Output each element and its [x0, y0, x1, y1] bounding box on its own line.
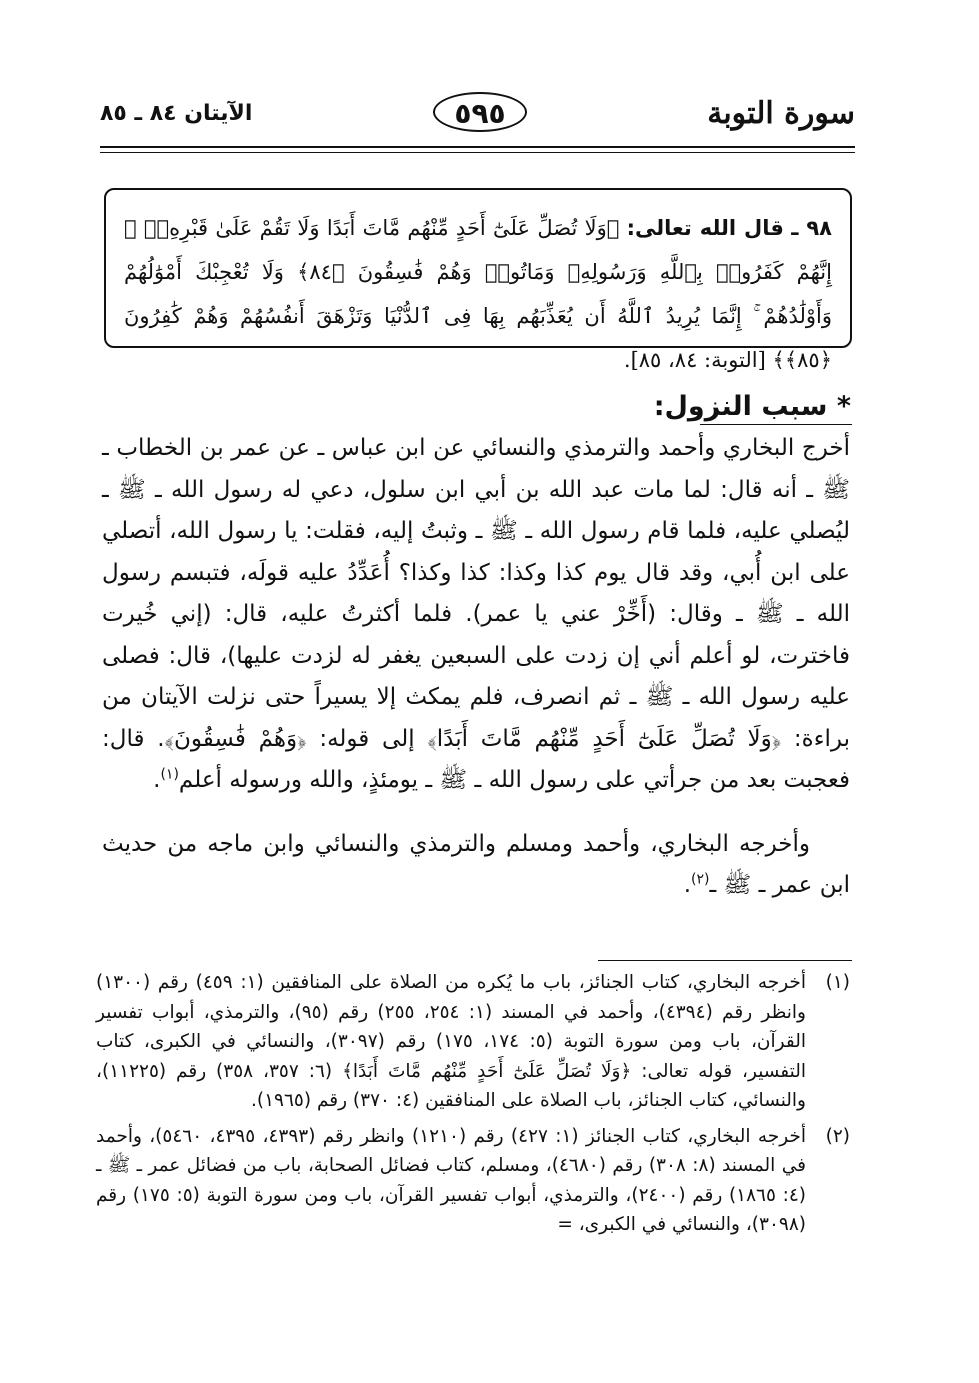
footnote	[96, 968, 850, 1116]
footnote	[96, 1122, 850, 1240]
header-rule	[100, 146, 855, 148]
paragraph-text: أخرج البخاري وأحمد والترمذي والنسائي عن ابن عباس ـ عن عمر بن الخطاب ـ ﷺ ـ أنه قال: لما مات عبد الله بن أبي ابن سلول، دعي له رسول الله ـ ﷺ ـ ليُصلي عليه، فلما قام رسول الله ـ ﷺ ـ وثبتُ إليه، فقلت: يا رسول الله، أتصلي على ابن أُبي، وقد قال يوم كذا وكذا: كذا وكذا؟ أُعَدِّدُ عليه قولَه، فتبسم رسول الله ـ ﷺ ـ وقال: (أَخِّرْ عني يا عمر). فلما أكثرتُ عليه، قال: (إني خُيرت فاخترت، لو أعلم أني إن زدت على السبعين يغفر له لزدت عليها)، قال: فصلى عليه رسول الله ـ ﷺ ـ ثم انصرف، فلم يمكث إلا يسيراً حتى نزلت الآيتان من براءة: ﴿وَلَا تُصَلِّ عَلَىٰٓ أَحَدٍ مِّنْهُم مَّاتَ أَبَدًا﴾ إلى قوله: ﴿وَهُمْ فَٰسِقُونَ﴾. قال: فعجبت بعد من جرأتي على رسول الله ـ ﷺ ـ يومئذٍ، والله ورسوله أعلم	[102, 435, 850, 793]
verse-reference: [التوبة: ٨٤، ٨٥].	[623, 348, 766, 372]
entry-number: ٩٨ ـ	[791, 216, 832, 240]
footnote-number: (٢)	[825, 1125, 850, 1147]
verses-label: الآيتان ٨٤ ـ ٨٥	[100, 101, 253, 126]
section-underline	[700, 424, 852, 425]
page-header	[100, 90, 855, 146]
footnote-ref[interactable]: (١)	[160, 766, 179, 783]
page-number: ٥٩٥	[433, 92, 527, 132]
paragraph-end: .	[683, 872, 692, 898]
footnote-number: (١)	[825, 972, 850, 993]
footnote-text: أخرجه البخاري، كتاب الجنائز، باب ما يُكره من الصلاة على المنافقين (١: ٤٥٩) رقم (١٣٠٠) وانظر رقم (٤٣٩٤)، وأحمد في المسند (١: ٢٥٤، ٢٥٥) رقم (٩٥)، والترمذي، أبواب تفسير القرآن، باب ومن سورة التوبة (٥: ١٧٤، ١٧٥) رقم (٣٠٩٧)، والنسائي في الكبرى، كتاب التفسير، قوله تعالى: ﴿وَلَا تُصَلِّ عَلَىٰٓ أَحَدٍ مِّنْهُم مَّاتَ أَبَدًا﴾ (٦: ٣٥٧، ٣٥٨) رقم (١١٢٢٥)، والنسائي، كتاب الجنائز، باب الصلاة على المنافقين (٤: ٣٧٠) رقم (١٩٦٥).	[96, 972, 806, 1111]
footnotes	[96, 968, 850, 1246]
surah-title: سورة التوبة	[707, 96, 855, 131]
verse-box	[104, 188, 852, 372]
paragraph-text: وأخرجه البخاري، وأحمد ومسلم والترمذي والنسائي وابن ماجه من حديث ابن عمر ـ ﷺ ـ	[102, 830, 850, 898]
footnote-separator	[598, 960, 852, 961]
paragraph-end: .	[153, 767, 161, 793]
body-text	[102, 428, 850, 907]
section-heading: * سبب النزول:	[653, 391, 851, 422]
header-rule-thin	[100, 152, 855, 153]
paragraph	[102, 824, 850, 907]
paragraph	[102, 428, 850, 802]
footnote-ref[interactable]: (٢)	[691, 871, 710, 888]
footnote-text: أخرجه البخاري، كتاب الجنائز (١: ٤٢٧) رقم (١٢١٠) وانظر رقم (٤٣٩٣، ٤٣٩٥، ٥٤٦٠)، وأحمد في المسند (٨: ٣٠٨) رقم (٤٦٨٠)، ومسلم، كتاب فضائل الصحابة، باب من فضائل عمر ـ ﷺ ـ (٤: ١٨٦٥) رقم (٢٤٠٠)، والترمذي، أبواب تفسير القرآن، باب ومن سورة التوبة (٥: ١٧٥) رقم (٣٠٩٨)، والنسائي في الكبرى، =	[96, 1125, 807, 1235]
quran-verse: ﴿وَلَا تُصَلِّ عَلَىٰٓ أَحَدٍ مِّنْهُم مَّاتَ أَبَدًا وَلَا تَقُمْ عَلَىٰ قَبْرِهِۦٓ ۖ إِنَّهُمْ كَفَرُوا۟ بِٱللَّهِ وَرَسُولِهِۦ وَمَاتُوا۟ وَهُمْ فَٰسِقُونَ ﴿٨٤﴾ وَلَا تُعْجِبْكَ أَمْوَٰلُهُمْ وَأَوْلَٰدُهُمْ ۚ إِنَّمَا يُرِيدُ ٱللَّهُ أَن يُعَذِّبَهُم بِهَا فِى ٱلدُّنْيَا وَتَزْهَقَ أَنفُسُهُمْ وَهُمْ كَٰفِرُونَ ﴿٨٥﴾﴾	[124, 216, 832, 372]
verse-intro: قال الله تعالى:	[626, 216, 784, 240]
